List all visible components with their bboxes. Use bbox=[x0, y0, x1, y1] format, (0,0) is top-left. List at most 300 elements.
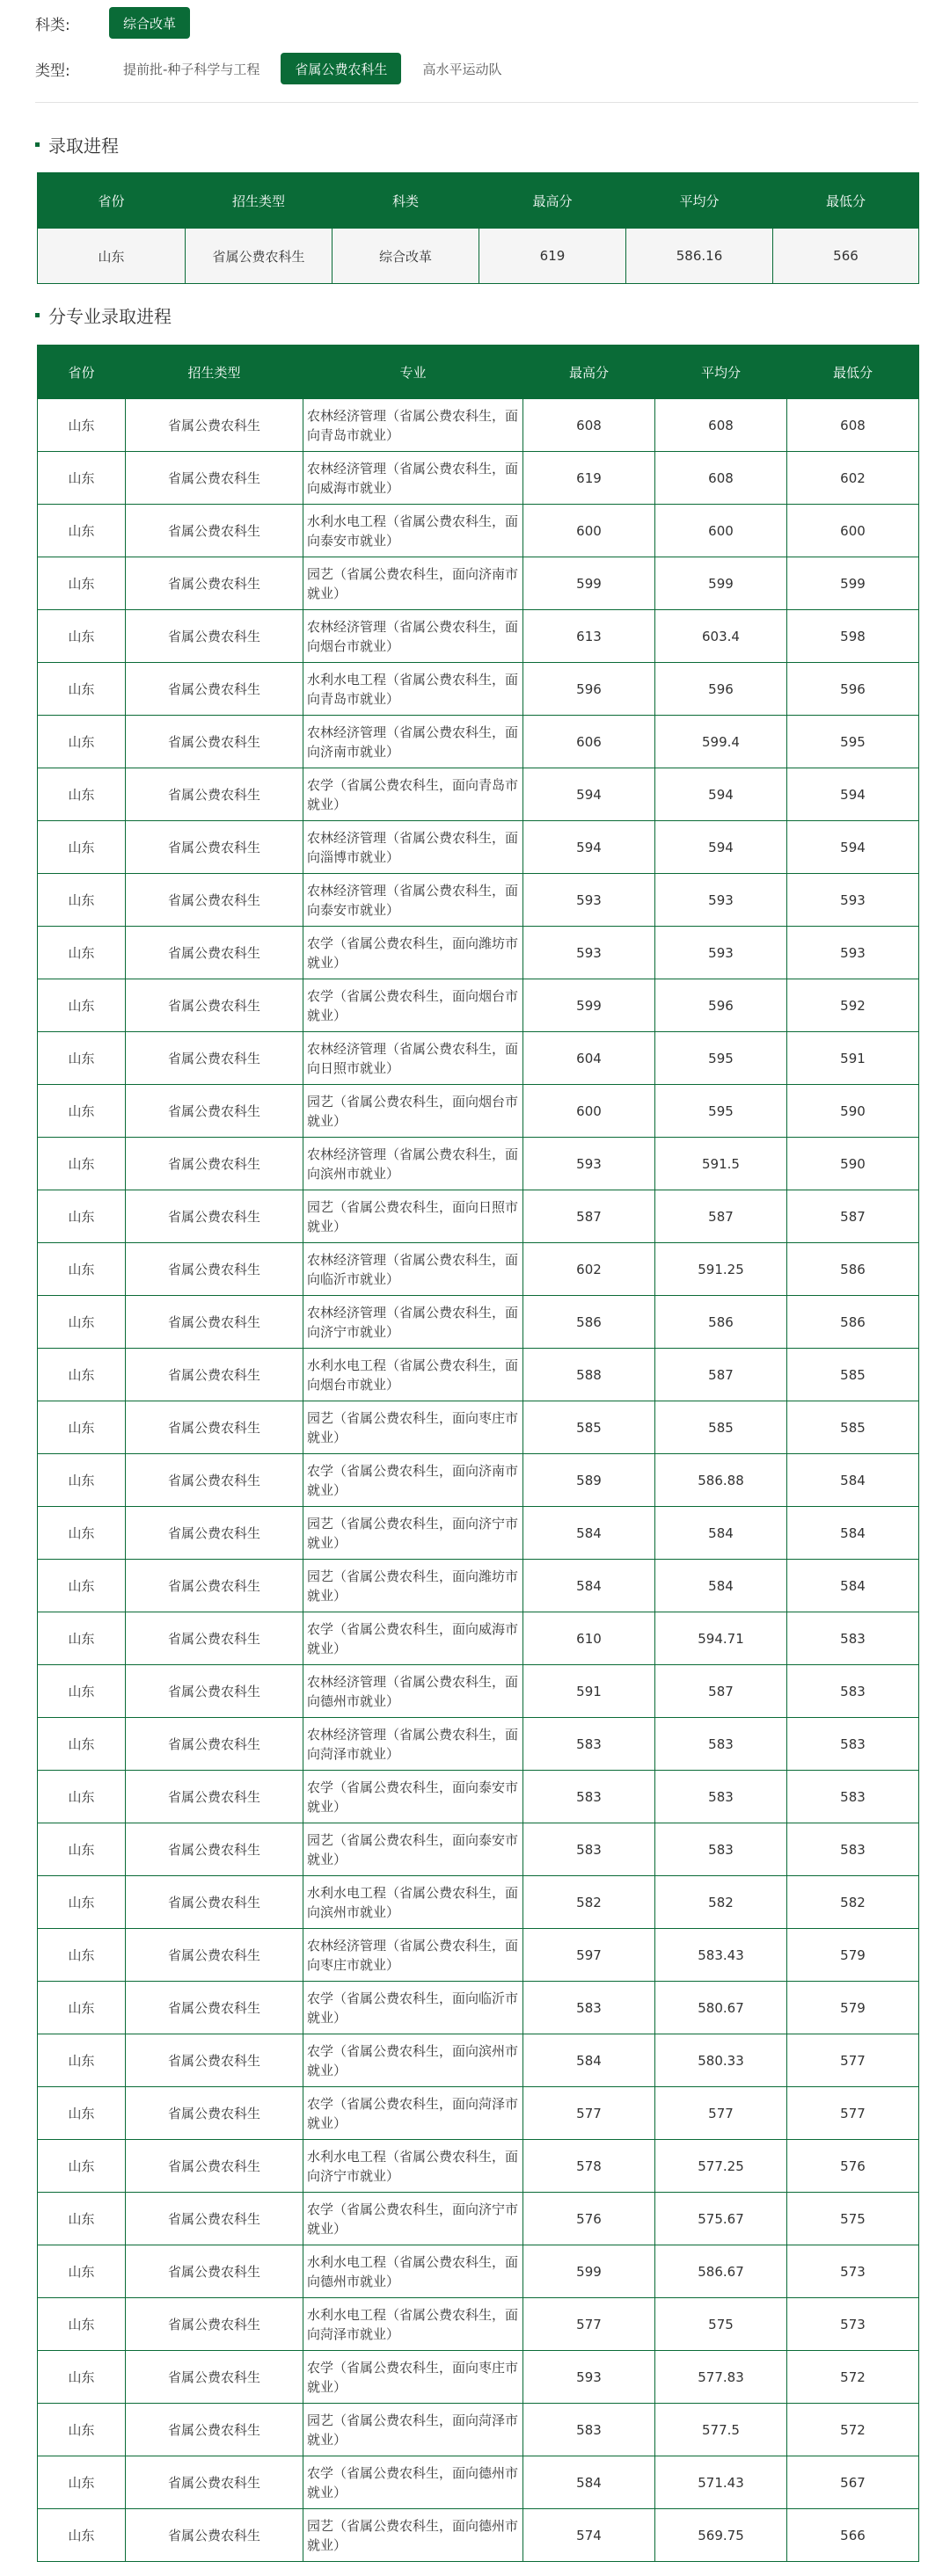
table-row bbox=[38, 1243, 919, 1296]
cell-min: 579 bbox=[787, 1929, 919, 1982]
cell-avg: 599.4 bbox=[655, 716, 787, 768]
cell-max: 593 bbox=[523, 874, 655, 927]
summary-table bbox=[37, 172, 919, 284]
cell-avg: 596 bbox=[655, 979, 787, 1032]
cell-province: 山东 bbox=[38, 663, 126, 716]
cell-province: 山东 bbox=[38, 1349, 126, 1401]
cell-avg: 577.25 bbox=[655, 2140, 787, 2193]
cell-type: 省属公费农科生 bbox=[126, 1560, 303, 1612]
cell-min: 593 bbox=[787, 874, 919, 927]
cell-province: 山东 bbox=[38, 505, 126, 557]
cell-type: 省属公费农科生 bbox=[126, 927, 303, 979]
table-row bbox=[38, 1085, 919, 1138]
cell-max: 586 bbox=[523, 1296, 655, 1349]
cell-province: 山东 bbox=[38, 1718, 126, 1771]
cell-type: 省属公费农科生 bbox=[126, 979, 303, 1032]
cell-min: 577 bbox=[787, 2034, 919, 2087]
cell-avg: 599 bbox=[655, 557, 787, 610]
cell-type: 省属公费农科生 bbox=[126, 1401, 303, 1454]
cell-avg: 584 bbox=[655, 1507, 787, 1560]
majors-table-body bbox=[38, 399, 919, 2562]
cell-major: 农林经济管理（省属公费农科生，面向烟台市就业） bbox=[303, 610, 523, 663]
table-row bbox=[38, 2351, 919, 2404]
cell-max: 597 bbox=[523, 1929, 655, 1982]
cell-major: 农林经济管理（省属公费农科生，面向日照市就业） bbox=[303, 1032, 523, 1085]
cell-type: 省属公费农科生 bbox=[126, 768, 303, 821]
cell-type: 省属公费农科生 bbox=[126, 2245, 303, 2298]
cell-avg: 586.67 bbox=[655, 2245, 787, 2298]
cell-avg: 584 bbox=[655, 1560, 787, 1612]
cell-avg: 608 bbox=[655, 399, 787, 452]
subject-chip-comprehensive[interactable]: 综合改革 bbox=[109, 7, 190, 39]
cell-min: 582 bbox=[787, 1876, 919, 1929]
cell-province: 山东 bbox=[38, 1296, 126, 1349]
cell-type: 省属公费农科生 bbox=[126, 1454, 303, 1507]
cell-min: 576 bbox=[787, 2140, 919, 2193]
cell-type: 省属公费农科生 bbox=[126, 1823, 303, 1876]
cell-min: 585 bbox=[787, 1401, 919, 1454]
cell-type: 省属公费农科生 bbox=[126, 1138, 303, 1190]
cell-province: 山东 bbox=[38, 2034, 126, 2087]
cell-avg: 596 bbox=[655, 663, 787, 716]
majors-header-row bbox=[38, 346, 919, 399]
col-header: 最低分 bbox=[787, 346, 919, 399]
cell-major: 园艺（省属公费农科生，面向日照市就业） bbox=[303, 1190, 523, 1243]
table-row bbox=[38, 927, 919, 979]
cell-max: 619 bbox=[479, 229, 626, 284]
cell-type: 省属公费农科生 bbox=[126, 1982, 303, 2034]
cell-avg: 580.67 bbox=[655, 1982, 787, 2034]
cell-max: 578 bbox=[523, 2140, 655, 2193]
cell-type: 省属公费农科生 bbox=[126, 452, 303, 505]
cell-major: 园艺（省属公费农科生，面向潍坊市就业） bbox=[303, 1560, 523, 1612]
cell-max: 596 bbox=[523, 663, 655, 716]
cell-avg: 583 bbox=[655, 1771, 787, 1823]
cell-province: 山东 bbox=[38, 1032, 126, 1085]
cell-province: 山东 bbox=[38, 2140, 126, 2193]
cell-major: 农学（省属公费农科生，面向德州市就业） bbox=[303, 2456, 523, 2509]
cell-avg: 575.67 bbox=[655, 2193, 787, 2245]
cell-min: 566 bbox=[773, 229, 919, 284]
table-row bbox=[38, 663, 919, 716]
cell-min: 567 bbox=[787, 2456, 919, 2509]
cell-major: 农学（省属公费农科生，面向威海市就业） bbox=[303, 1612, 523, 1665]
cell-major: 农学（省属公费农科生，面向济宁市就业） bbox=[303, 2193, 523, 2245]
cell-major: 农学（省属公费农科生，面向临沂市就业） bbox=[303, 1982, 523, 2034]
cell-province: 山东 bbox=[38, 2456, 126, 2509]
cell-max: 577 bbox=[523, 2298, 655, 2351]
cell-min: 579 bbox=[787, 1982, 919, 2034]
cell-type: 省属公费农科生 bbox=[126, 1349, 303, 1401]
cell-type: 省属公费农科生 bbox=[126, 2087, 303, 2140]
cell-min: 583 bbox=[787, 1718, 919, 1771]
cell-min: 593 bbox=[787, 927, 919, 979]
cell-max: 613 bbox=[523, 610, 655, 663]
cell-max: 600 bbox=[523, 1085, 655, 1138]
table-row bbox=[38, 1612, 919, 1665]
cell-avg: 585 bbox=[655, 1401, 787, 1454]
table-row bbox=[38, 2140, 919, 2193]
cell-max: 602 bbox=[523, 1243, 655, 1296]
cell-province: 山东 bbox=[38, 2193, 126, 2245]
col-header: 省份 bbox=[38, 346, 126, 399]
cell-type: 省属公费农科生 bbox=[126, 2351, 303, 2404]
cell-type: 省属公费农科生 bbox=[126, 1032, 303, 1085]
cell-major: 农林经济管理（省属公费农科生，面向枣庄市就业） bbox=[303, 1929, 523, 1982]
cell-min: 572 bbox=[787, 2351, 919, 2404]
cell-max: 593 bbox=[523, 1138, 655, 1190]
col-header: 平均分 bbox=[655, 346, 787, 399]
cell-max: 599 bbox=[523, 2245, 655, 2298]
table-row bbox=[38, 874, 919, 927]
cell-avg: 575 bbox=[655, 2298, 787, 2351]
cell-province: 山东 bbox=[38, 1771, 126, 1823]
subject-filter-label: 科类: bbox=[35, 16, 70, 34]
table-row bbox=[38, 1190, 919, 1243]
cell-major: 农学（省属公费农科生，面向泰安市就业） bbox=[303, 1771, 523, 1823]
cell-avg: 569.75 bbox=[655, 2509, 787, 2562]
cell-type: 省属公费农科生 bbox=[126, 505, 303, 557]
cell-province: 山东 bbox=[38, 1507, 126, 1560]
cell-major: 水利水电工程（省属公费农科生，面向菏泽市就业） bbox=[303, 2298, 523, 2351]
cell-province: 山东 bbox=[38, 1190, 126, 1243]
cell-avg: 583.43 bbox=[655, 1929, 787, 1982]
cell-province: 山东 bbox=[38, 610, 126, 663]
cell-major: 农林经济管理（省属公费农科生，面向临沂市就业） bbox=[303, 1243, 523, 1296]
cell-max: 577 bbox=[523, 2087, 655, 2140]
col-header: 最高分 bbox=[523, 346, 655, 399]
table-row bbox=[38, 1982, 919, 2034]
cell-type: 省属公费农科生 bbox=[126, 1718, 303, 1771]
cell-min: 577 bbox=[787, 2087, 919, 2140]
cell-max: 594 bbox=[523, 821, 655, 874]
cell-min: 583 bbox=[787, 1612, 919, 1665]
bullet-icon bbox=[35, 142, 40, 147]
cell-type: 省属公费农科生 bbox=[126, 2404, 303, 2456]
cell-max: 600 bbox=[523, 505, 655, 557]
cell-type: 省属公费农科生 bbox=[126, 1929, 303, 1982]
cell-min: 591 bbox=[787, 1032, 919, 1085]
table-row bbox=[38, 2087, 919, 2140]
cell-type: 省属公费农科生 bbox=[126, 1665, 303, 1718]
cell-province: 山东 bbox=[38, 452, 126, 505]
cell-major: 农学（省属公费农科生，面向菏泽市就业） bbox=[303, 2087, 523, 2140]
table-row bbox=[38, 557, 919, 610]
majors-table bbox=[37, 345, 919, 2562]
cell-province: 山东 bbox=[38, 2404, 126, 2456]
table-row bbox=[38, 1507, 919, 1560]
cell-min: 595 bbox=[787, 716, 919, 768]
cell-major: 园艺（省属公费农科生，面向泰安市就业） bbox=[303, 1823, 523, 1876]
cell-major: 水利水电工程（省属公费农科生，面向青岛市就业） bbox=[303, 663, 523, 716]
cell-province: 山东 bbox=[38, 1612, 126, 1665]
majors-title-text: 分专业录取进程 bbox=[48, 306, 172, 327]
table-row bbox=[38, 1032, 919, 1085]
cell-min: 586 bbox=[787, 1243, 919, 1296]
cell-max: 583 bbox=[523, 1771, 655, 1823]
cell-type: 省属公费农科生 bbox=[126, 1296, 303, 1349]
cell-type: 省属公费农科生 bbox=[126, 1085, 303, 1138]
cell-min: 586 bbox=[787, 1296, 919, 1349]
cell-type: 省属公费农科生 bbox=[126, 821, 303, 874]
cell-province: 山东 bbox=[38, 1085, 126, 1138]
cell-min: 585 bbox=[787, 1349, 919, 1401]
cell-province: 山东 bbox=[38, 768, 126, 821]
cell-min: 590 bbox=[787, 1085, 919, 1138]
table-row bbox=[38, 979, 919, 1032]
cell-province: 山东 bbox=[38, 979, 126, 1032]
cell-min: 600 bbox=[787, 505, 919, 557]
cell-major: 园艺（省属公费农科生，面向烟台市就业） bbox=[303, 1085, 523, 1138]
cell-max: 582 bbox=[523, 1876, 655, 1929]
cell-avg: 586.16 bbox=[626, 229, 773, 284]
type-chip-public-agri[interactable]: 省属公费农科生 bbox=[281, 53, 401, 84]
cell-avg: 577.5 bbox=[655, 2404, 787, 2456]
cell-max: 606 bbox=[523, 716, 655, 768]
table-row bbox=[38, 610, 919, 663]
cell-major: 农林经济管理（省属公费农科生，面向青岛市就业） bbox=[303, 399, 523, 452]
cell-type: 省属公费农科生 bbox=[126, 2456, 303, 2509]
cell-province: 山东 bbox=[38, 821, 126, 874]
cell-min: 592 bbox=[787, 979, 919, 1032]
cell-province: 山东 bbox=[38, 1665, 126, 1718]
cell-min: 602 bbox=[787, 452, 919, 505]
cell-type: 省属公费农科生 bbox=[126, 1507, 303, 1560]
cell-max: 599 bbox=[523, 979, 655, 1032]
cell-province: 山东 bbox=[38, 1982, 126, 2034]
col-header: 招生类型 bbox=[186, 173, 332, 229]
table-row bbox=[38, 2456, 919, 2509]
table-row bbox=[38, 1296, 919, 1349]
cell-major: 农林经济管理（省属公费农科生，面向威海市就业） bbox=[303, 452, 523, 505]
cell-major: 农学（省属公费农科生，面向滨州市就业） bbox=[303, 2034, 523, 2087]
cell-max: 584 bbox=[523, 1560, 655, 1612]
cell-major: 农学（省属公费农科生，面向青岛市就业） bbox=[303, 768, 523, 821]
cell-type: 省属公费农科生 bbox=[126, 399, 303, 452]
cell-major: 农林经济管理（省属公费农科生，面向滨州市就业） bbox=[303, 1138, 523, 1190]
cell-max: 608 bbox=[523, 399, 655, 452]
cell-province: 山东 bbox=[38, 716, 126, 768]
cell-avg: 580.33 bbox=[655, 2034, 787, 2087]
cell-subject: 综合改革 bbox=[332, 229, 479, 284]
cell-max: 588 bbox=[523, 1349, 655, 1401]
cell-max: 589 bbox=[523, 1454, 655, 1507]
col-header: 最低分 bbox=[773, 173, 919, 229]
table-row bbox=[38, 399, 919, 452]
cell-avg: 608 bbox=[655, 452, 787, 505]
type-chip-early-batch[interactable]: 提前批-种子科学与工程 bbox=[123, 61, 260, 77]
cell-province: 山东 bbox=[38, 927, 126, 979]
cell-min: 572 bbox=[787, 2404, 919, 2456]
table-row bbox=[38, 1454, 919, 1507]
cell-max: 583 bbox=[523, 1718, 655, 1771]
cell-avg: 582 bbox=[655, 1876, 787, 1929]
table-row bbox=[38, 1349, 919, 1401]
cell-max: 599 bbox=[523, 557, 655, 610]
cell-major: 农学（省属公费农科生，面向枣庄市就业） bbox=[303, 2351, 523, 2404]
cell-max: 576 bbox=[523, 2193, 655, 2245]
cell-major: 水利水电工程（省属公费农科生，面向烟台市就业） bbox=[303, 1349, 523, 1401]
cell-province: 山东 bbox=[38, 874, 126, 927]
table-row bbox=[38, 1771, 919, 1823]
cell-avg: 600 bbox=[655, 505, 787, 557]
table-row bbox=[38, 1876, 919, 1929]
summary-title-text: 录取进程 bbox=[48, 135, 119, 156]
table-row bbox=[38, 1929, 919, 1982]
cell-min: 573 bbox=[787, 2298, 919, 2351]
cell-major: 农林经济管理（省属公费农科生，面向菏泽市就业） bbox=[303, 1718, 523, 1771]
cell-avg: 593 bbox=[655, 927, 787, 979]
cell-avg: 577 bbox=[655, 2087, 787, 2140]
cell-min: 583 bbox=[787, 1665, 919, 1718]
table-row bbox=[38, 1401, 919, 1454]
cell-province: 山东 bbox=[38, 1823, 126, 1876]
cell-province: 山东 bbox=[38, 1454, 126, 1507]
table-row bbox=[38, 505, 919, 557]
cell-max: 593 bbox=[523, 927, 655, 979]
cell-avg: 591.25 bbox=[655, 1243, 787, 1296]
table-row bbox=[38, 1665, 919, 1718]
cell-avg: 591.5 bbox=[655, 1138, 787, 1190]
cell-max: 584 bbox=[523, 1507, 655, 1560]
summary-header-row bbox=[38, 173, 919, 229]
table-row bbox=[38, 229, 919, 284]
cell-province: 山东 bbox=[38, 1243, 126, 1296]
cell-min: 584 bbox=[787, 1454, 919, 1507]
cell-type: 省属公费农科生 bbox=[126, 2509, 303, 2562]
cell-max: 610 bbox=[523, 1612, 655, 1665]
subject-filter bbox=[35, 7, 197, 39]
cell-max: 594 bbox=[523, 768, 655, 821]
cell-type: 省属公费农科生 bbox=[126, 610, 303, 663]
type-chip-sports-team[interactable]: 高水平运动队 bbox=[422, 61, 502, 77]
cell-major: 园艺（省属公费农科生，面向菏泽市就业） bbox=[303, 2404, 523, 2456]
filter-divider bbox=[35, 102, 918, 103]
col-header: 科类 bbox=[332, 173, 479, 229]
cell-major: 水利水电工程（省属公费农科生，面向泰安市就业） bbox=[303, 505, 523, 557]
cell-major: 农林经济管理（省属公费农科生，面向济南市就业） bbox=[303, 716, 523, 768]
cell-min: 594 bbox=[787, 768, 919, 821]
cell-province: 山东 bbox=[38, 2298, 126, 2351]
cell-province: 山东 bbox=[38, 1876, 126, 1929]
cell-min: 599 bbox=[787, 557, 919, 610]
cell-major: 水利水电工程（省属公费农科生，面向济宁市就业） bbox=[303, 2140, 523, 2193]
cell-type: 省属公费农科生 bbox=[126, 1771, 303, 1823]
cell-type: 省属公费农科生 bbox=[126, 1876, 303, 1929]
cell-avg: 595 bbox=[655, 1032, 787, 1085]
cell-type: 省属公费农科生 bbox=[126, 663, 303, 716]
cell-avg: 587 bbox=[655, 1349, 787, 1401]
cell-max: 585 bbox=[523, 1401, 655, 1454]
cell-max: 584 bbox=[523, 2034, 655, 2087]
cell-province: 山东 bbox=[38, 2351, 126, 2404]
cell-major: 农学（省属公费农科生，面向济南市就业） bbox=[303, 1454, 523, 1507]
col-header: 专业 bbox=[303, 346, 523, 399]
table-row bbox=[38, 2034, 919, 2087]
cell-major: 园艺（省属公费农科生，面向德州市就业） bbox=[303, 2509, 523, 2562]
cell-max: 587 bbox=[523, 1190, 655, 1243]
table-row bbox=[38, 2404, 919, 2456]
col-header: 省份 bbox=[38, 173, 186, 229]
cell-type: 省属公费农科生 bbox=[126, 2193, 303, 2245]
cell-max: 591 bbox=[523, 1665, 655, 1718]
cell-avg: 586.88 bbox=[655, 1454, 787, 1507]
cell-avg: 586 bbox=[655, 1296, 787, 1349]
cell-min: 587 bbox=[787, 1190, 919, 1243]
cell-min: 596 bbox=[787, 663, 919, 716]
cell-major: 水利水电工程（省属公费农科生，面向德州市就业） bbox=[303, 2245, 523, 2298]
table-row bbox=[38, 1560, 919, 1612]
cell-avg: 577.83 bbox=[655, 2351, 787, 2404]
summary-section-title bbox=[35, 132, 119, 157]
cell-province: 山东 bbox=[38, 1929, 126, 1982]
cell-min: 566 bbox=[787, 2509, 919, 2562]
col-header: 最高分 bbox=[479, 173, 626, 229]
cell-province: 山东 bbox=[38, 2509, 126, 2562]
cell-type: 省属公费农科生 bbox=[186, 229, 332, 284]
cell-max: 593 bbox=[523, 2351, 655, 2404]
cell-province: 山东 bbox=[38, 557, 126, 610]
bullet-icon bbox=[35, 313, 40, 317]
cell-type: 省属公费农科生 bbox=[126, 1612, 303, 1665]
cell-min: 583 bbox=[787, 1771, 919, 1823]
table-row bbox=[38, 2245, 919, 2298]
cell-avg: 587 bbox=[655, 1665, 787, 1718]
cell-avg: 603.4 bbox=[655, 610, 787, 663]
cell-min: 590 bbox=[787, 1138, 919, 1190]
cell-avg: 593 bbox=[655, 874, 787, 927]
cell-type: 省属公费农科生 bbox=[126, 2298, 303, 2351]
table-row bbox=[38, 2298, 919, 2351]
cell-min: 583 bbox=[787, 1823, 919, 1876]
col-header: 平均分 bbox=[626, 173, 773, 229]
cell-major: 农林经济管理（省属公费农科生，面向泰安市就业） bbox=[303, 874, 523, 927]
cell-avg: 583 bbox=[655, 1718, 787, 1771]
cell-max: 583 bbox=[523, 1823, 655, 1876]
cell-max: 619 bbox=[523, 452, 655, 505]
cell-major: 农学（省属公费农科生，面向烟台市就业） bbox=[303, 979, 523, 1032]
cell-max: 583 bbox=[523, 1982, 655, 2034]
table-row bbox=[38, 768, 919, 821]
cell-avg: 594 bbox=[655, 821, 787, 874]
cell-major: 农林经济管理（省属公费农科生，面向济宁市就业） bbox=[303, 1296, 523, 1349]
cell-max: 583 bbox=[523, 2404, 655, 2456]
cell-avg: 594 bbox=[655, 768, 787, 821]
cell-type: 省属公费农科生 bbox=[126, 716, 303, 768]
cell-max: 584 bbox=[523, 2456, 655, 2509]
type-filter bbox=[35, 53, 522, 84]
cell-province: 山东 bbox=[38, 229, 186, 284]
table-row bbox=[38, 716, 919, 768]
cell-major: 园艺（省属公费农科生，面向济南市就业） bbox=[303, 557, 523, 610]
table-row bbox=[38, 2193, 919, 2245]
cell-major: 农学（省属公费农科生，面向潍坊市就业） bbox=[303, 927, 523, 979]
cell-province: 山东 bbox=[38, 399, 126, 452]
majors-section-title bbox=[35, 302, 172, 328]
cell-major: 农林经济管理（省属公费农科生，面向德州市就业） bbox=[303, 1665, 523, 1718]
cell-type: 省属公费农科生 bbox=[126, 557, 303, 610]
cell-min: 594 bbox=[787, 821, 919, 874]
cell-province: 山东 bbox=[38, 2245, 126, 2298]
cell-avg: 583 bbox=[655, 1823, 787, 1876]
cell-max: 604 bbox=[523, 1032, 655, 1085]
cell-province: 山东 bbox=[38, 2087, 126, 2140]
cell-major: 农林经济管理（省属公费农科生，面向淄博市就业） bbox=[303, 821, 523, 874]
cell-major: 园艺（省属公费农科生，面向枣庄市就业） bbox=[303, 1401, 523, 1454]
cell-type: 省属公费农科生 bbox=[126, 2140, 303, 2193]
cell-type: 省属公费农科生 bbox=[126, 1243, 303, 1296]
table-row bbox=[38, 821, 919, 874]
